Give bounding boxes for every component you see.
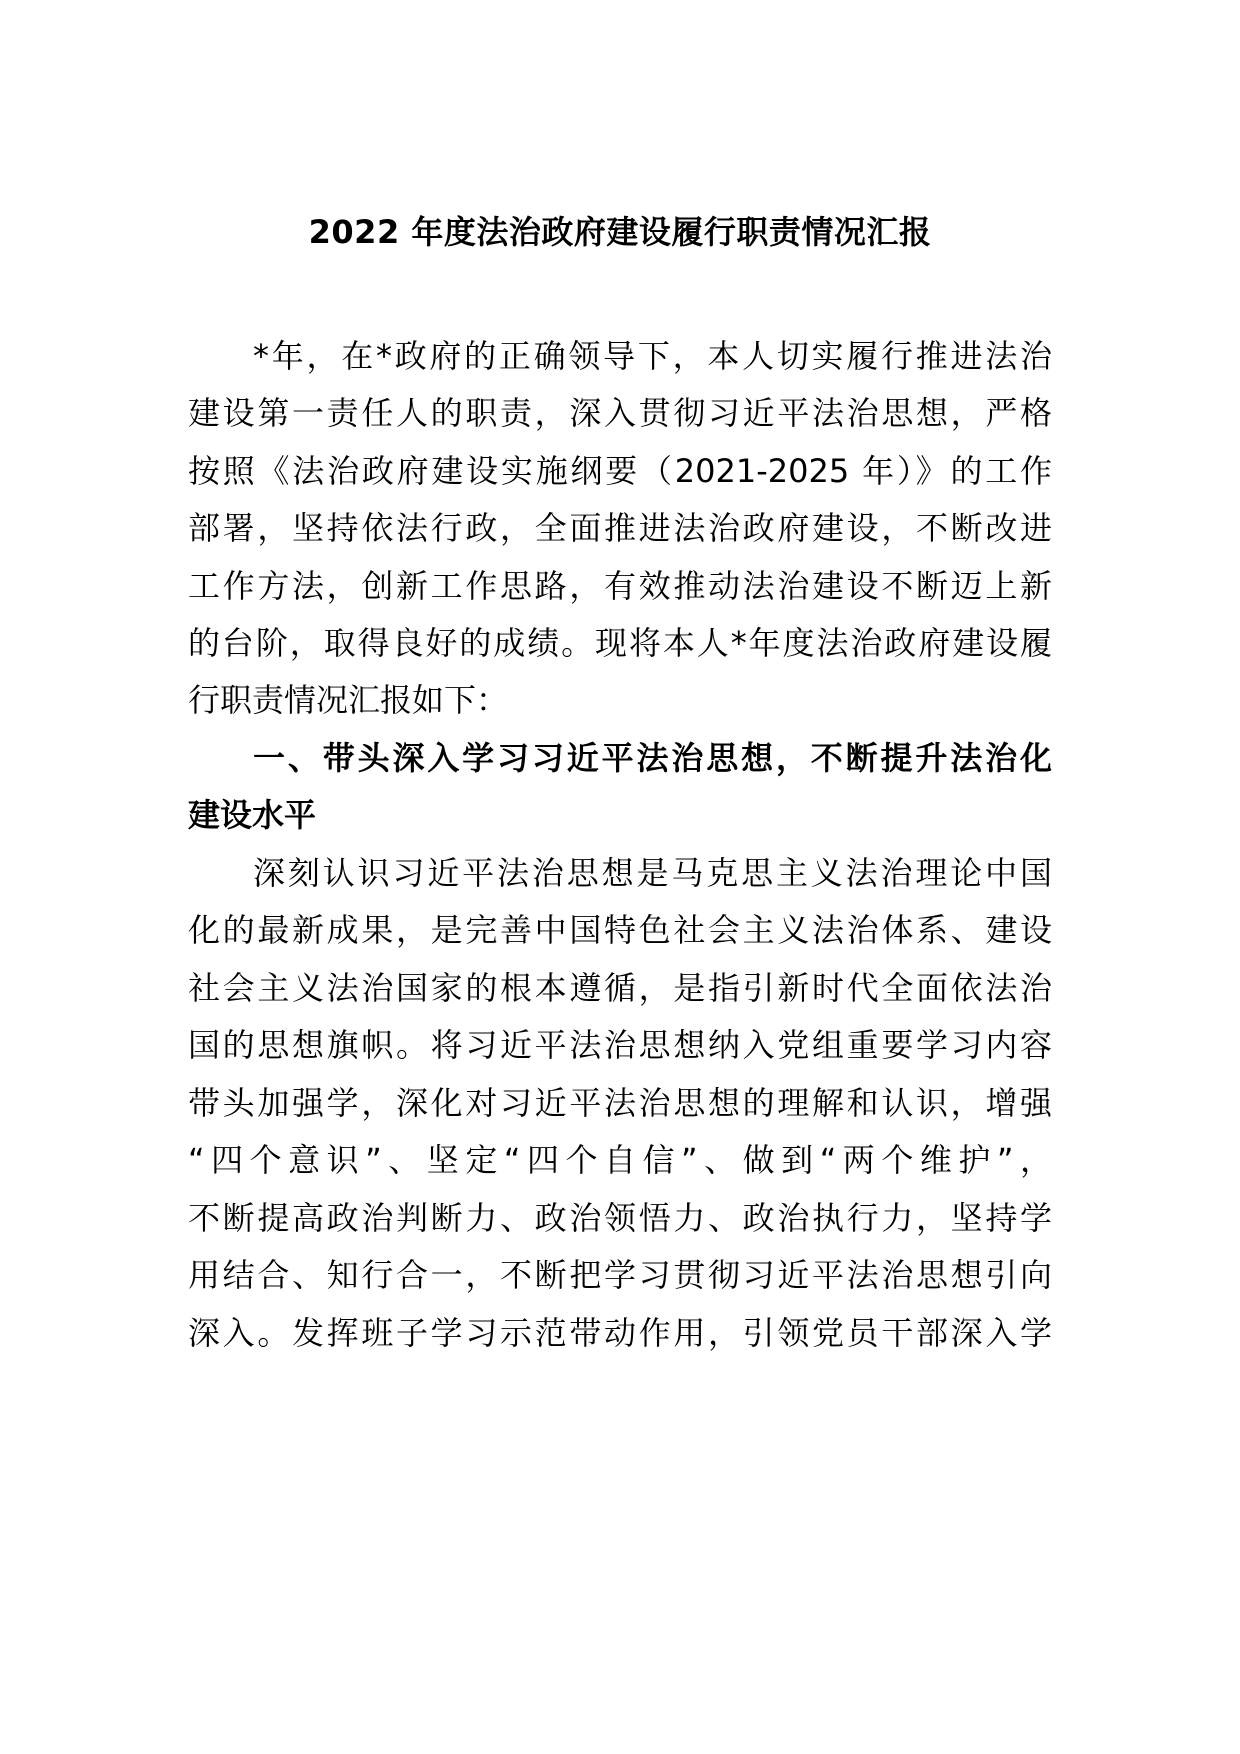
paragraph-2-line-8: 用结合、知行合一，不断把学习贯彻习近平法治思想引向 bbox=[188, 1256, 1052, 1294]
section-heading-1-line-2: 建设水平 bbox=[188, 796, 317, 834]
paragraph-1-line-3: 按照《法治政府建设实施纲要（2021-2025 年）》的工作 bbox=[188, 452, 1052, 490]
paragraph-2-line-4: 国的思想旗帜。将习近平法治思想纳入党组重要学习内容 bbox=[188, 1026, 1052, 1064]
document-title: 2022 年度法治政府建设履行职责情况汇报 bbox=[308, 213, 932, 251]
section-heading-1-line-1: 一、带头深入学习习近平法治思想，不断提升法治化 bbox=[253, 739, 1052, 777]
paragraph-1-line-4: 部署，坚持依法行政，全面推进法治政府建设，不断改进 bbox=[188, 509, 1052, 547]
paragraph-1-line-2: 建设第一责任人的职责，深入贯彻习近平法治思想，严格 bbox=[188, 394, 1052, 432]
paragraph-2-line-9: 深入。发挥班子学习示范带动作用，引领党员干部深入学 bbox=[188, 1314, 1052, 1352]
paragraph-1-line-7: 行职责情况汇报如下： bbox=[188, 681, 509, 719]
paragraph-2-line-1: 深刻认识习近平法治思想是马克思主义法治理论中国 bbox=[253, 854, 1052, 892]
paragraph-2-line-5: 带头加强学，深化对习近平法治思想的理解和认识，增强 bbox=[188, 1084, 1052, 1122]
paragraph-1-line-6: 的台阶，取得良好的成绩。现将本人*年度法治政府建设履 bbox=[188, 624, 1052, 662]
paragraph-2-line-6: “四个意识”、坚定“四个自信”、做到“两个维护”， bbox=[188, 1141, 1052, 1179]
paragraph-2-line-3: 社会主义法治国家的根本遵循，是指引新时代全面依法治 bbox=[188, 969, 1052, 1007]
paragraph-1-line-5: 工作方法，创新工作思路，有效推动法治建设不断迈上新 bbox=[188, 567, 1052, 605]
paragraph-1-line-1: *年，在*政府的正确领导下，本人切实履行推进法治 bbox=[253, 337, 1052, 375]
paragraph-2-line-7: 不断提高政治判断力、政治领悟力、政治执行力，坚持学 bbox=[188, 1199, 1052, 1237]
paragraph-2-line-2: 化的最新成果，是完善中国特色社会主义法治体系、建设 bbox=[188, 911, 1052, 949]
